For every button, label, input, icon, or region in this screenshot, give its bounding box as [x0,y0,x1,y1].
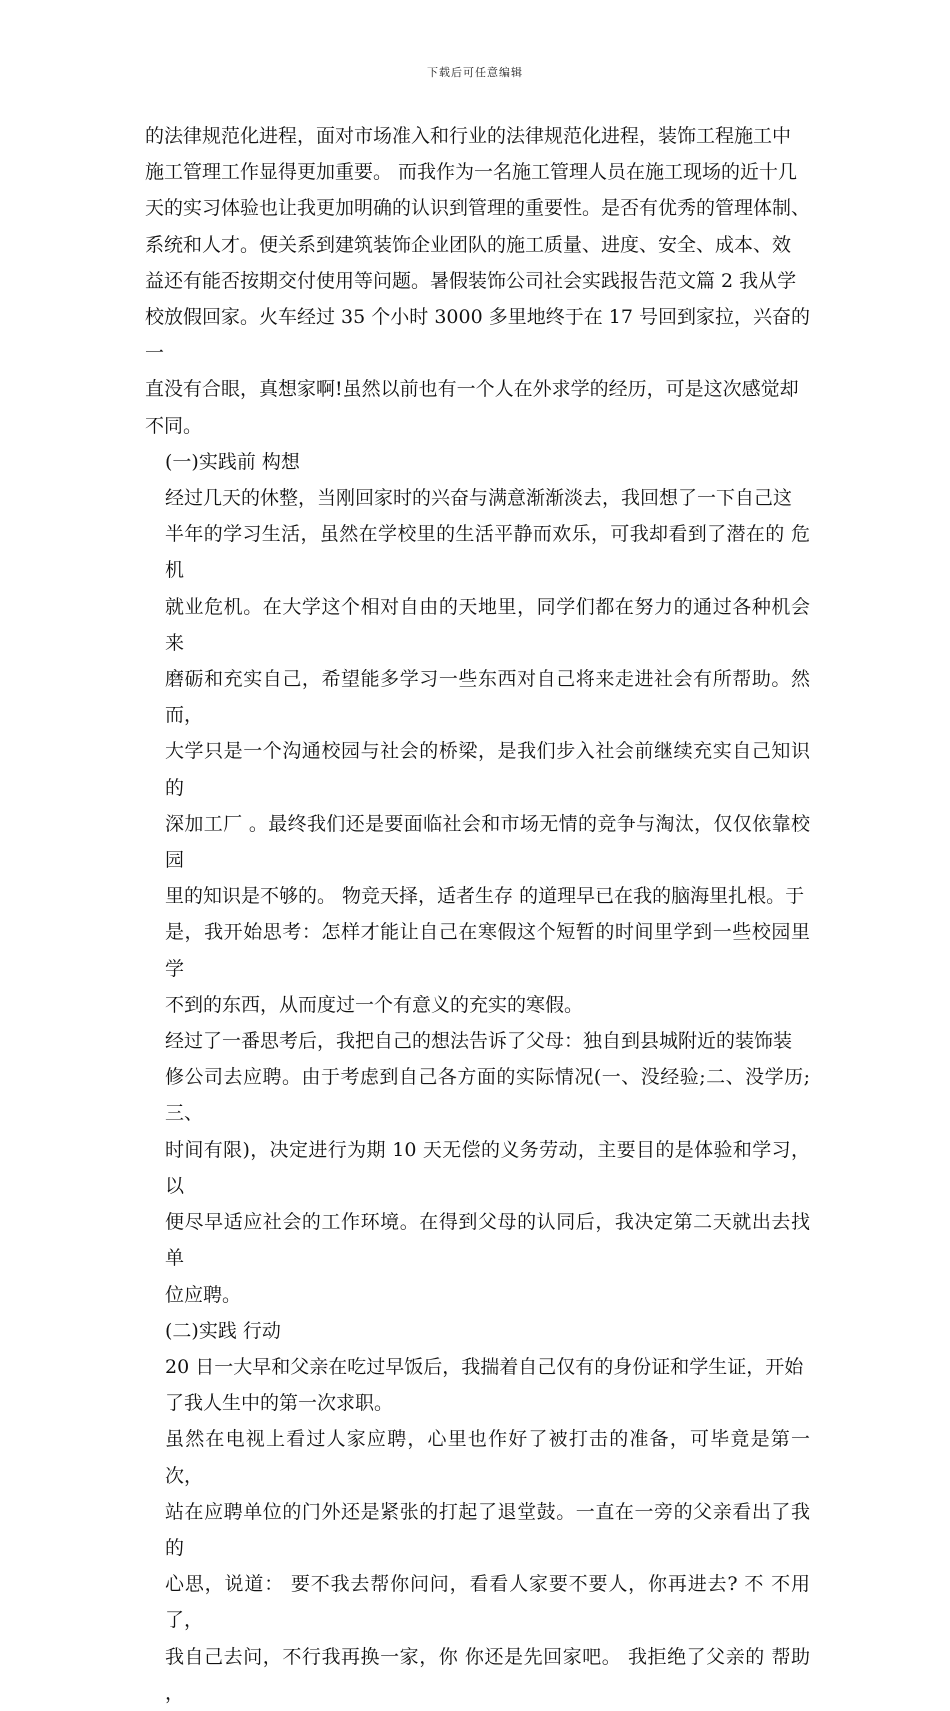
paragraph-1: 的法律规范化进程，面对市场准入和行业的法律规范化进程，装饰工程施工中 施工管理工作显得更加重要。 而我作为一名施工管理人员在施工现场的近十几 天的实习体验也让我更加明确的认识到管理的重要性。是否有优秀的管理体制、 系统和人才。便关系到建筑装饰企业团队的施工质量、进度、安全、成本、效 益还有能否按期交付使用等问题。暑假装饰公司社会实践报告范文篇 2 我从学 校放假回家。火车经过 35 个小时 3000 多里地终于在 17 号回到家拉，兴奋的一 直没有合眼，真想家啊!虽然以前也有一个人在外求学的经历，可是这次感觉却 不同。 [145,125,811,437]
paragraph-3: 经过几天的休整，当刚回家时的兴奋与满意渐渐淡去，我回想了一下自己这 半年的学习生活，虽然在学校里的生活平静而欢乐，可我却看到了潜在的 危机 就业危机。在大学这个相对自由的天地里，同学们都在努力的通过各种机会来 磨砺和充实自己，希望能多学习一些东西对自己将来走进社会有所帮助。然而， 大学只是一个沟通校园与社会的桥梁，是我们步入社会前继续充实自己知识的 深加工厂 。最终我们还是要面临社会和市场无情的竞争与淘汰，仅仅依靠校园 里的知识是不够的。 物竞天择，适者生存 的道理早已在我的脑海里扎根。于 是，我开始思考：怎样才能让自己在寒假这个短暂的时间里学到一些校园里学 不到的东西，从而度过一个有意义的充实的寒假。 [165,487,810,1016]
section-heading-1: (一)实践前 构想 [165,450,300,473]
paragraph-6: 20 日一大早和父亲在吃过早饭后，我揣着自己仅有的身份证和学生证，开始 了我人生中的第一次求职。 [165,1355,804,1415]
document-body [145,118,810,1711]
paragraph-4: 经过了一番思考后，我把自己的想法告诉了父母：独自到县城附近的装饰装 修公司去应聘。由于考虑到自己各方面的实际情况(一、没经验;二、没学历;三、 时间有限)，决定进行为期 10 天无偿的义务劳动，主要目的是体验和学习，以 便尽早适应社会的工作环境。在得到父母的认同后，我决定第二天就出去找单 位应聘。 [165,1030,810,1306]
section-heading-2: (二)实践 行动 [165,1319,281,1342]
page-header-note: 下载后可任意编辑 [427,66,523,79]
paragraph-7: 虽然在电视上看过人家应聘，心里也作好了被打击的准备，可毕竟是第一次， 站在应聘单位的门外还是紧张的打起了退堂鼓。一直在一旁的父亲看出了我的 心思，说道： 要不我去帮你问问，看看人家要不要人，你再进去? 不 不用了， 我自己去问，不行我再换一家，你 你还是先回家吧。 我拒绝了父亲的 帮助 ， [165,1428,810,1704]
